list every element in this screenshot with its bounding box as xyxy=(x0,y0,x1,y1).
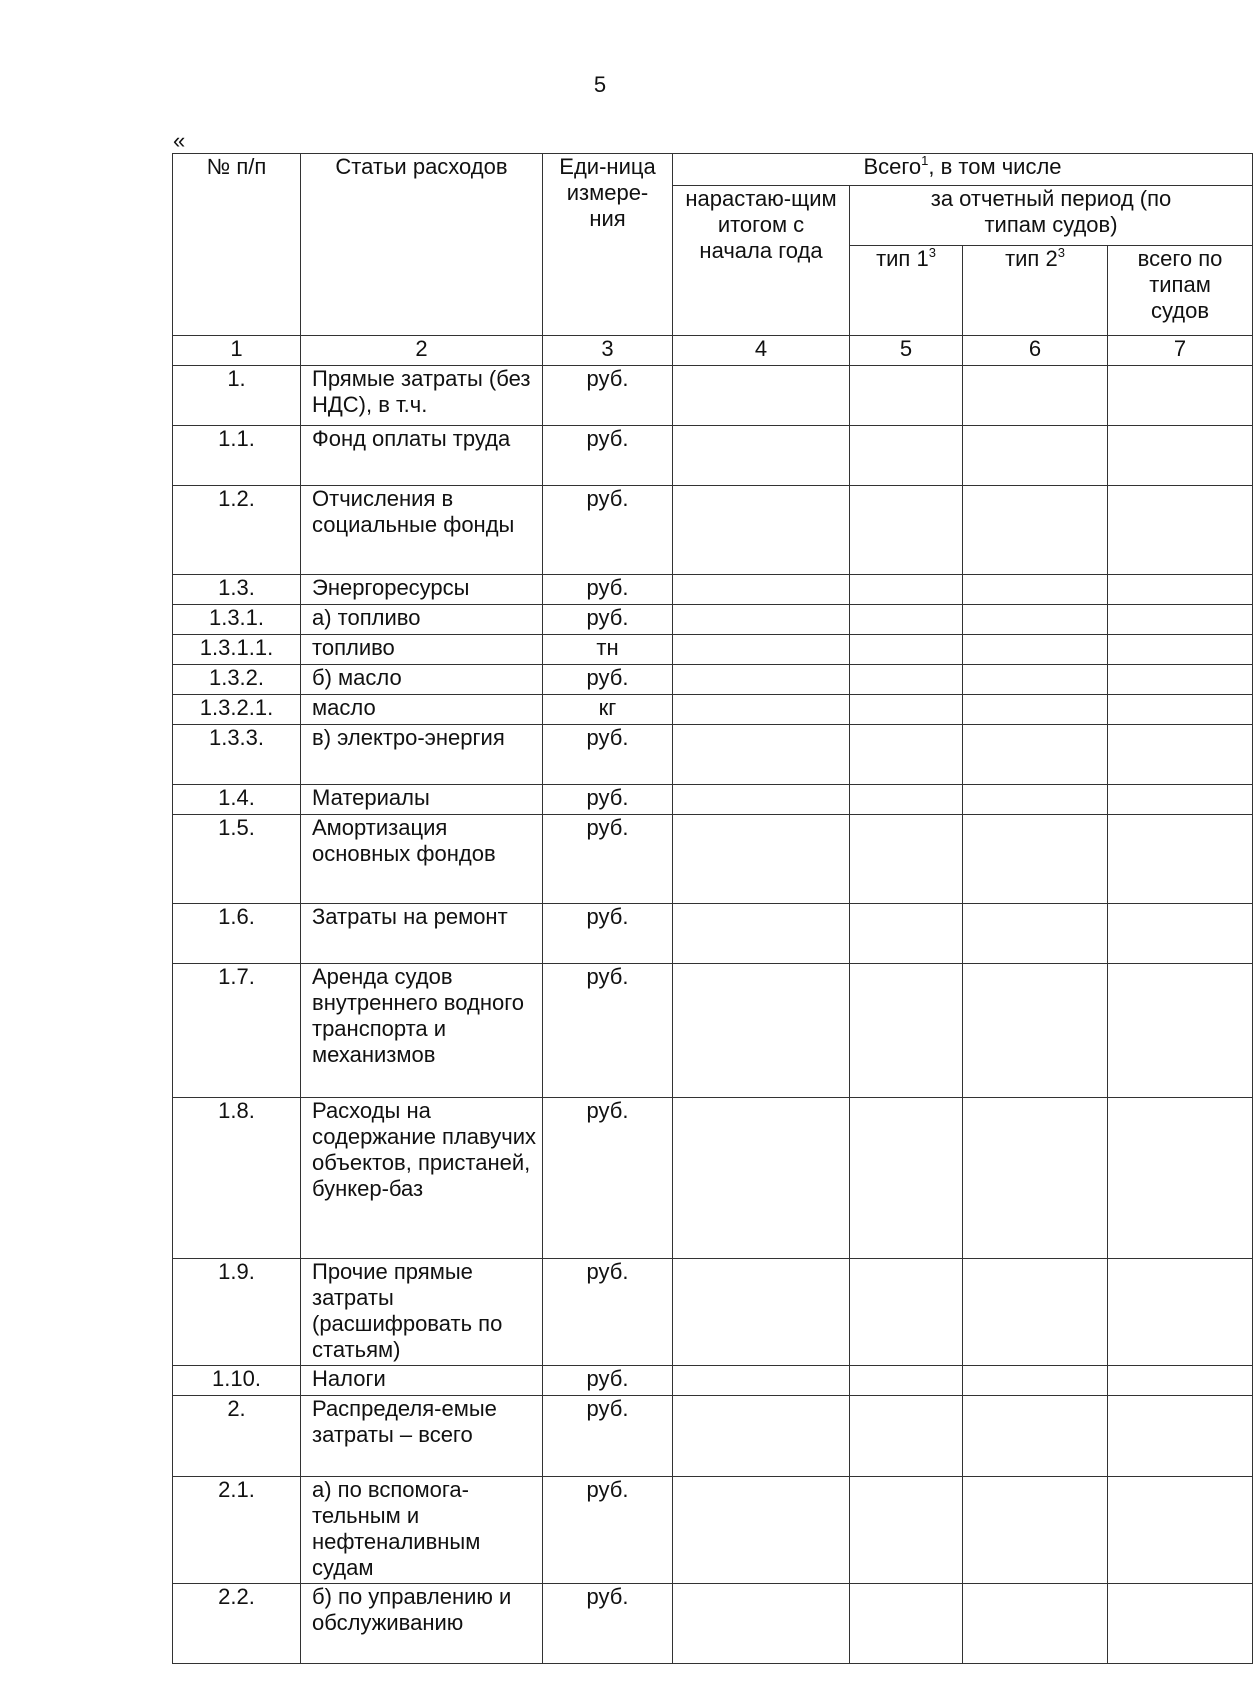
table-row xyxy=(173,1259,1253,1366)
row-item: Аренда судов внутреннего водного транспорта и механизмов xyxy=(301,964,543,1098)
row-num: 1.7. xyxy=(173,964,301,1098)
row-unit: тн xyxy=(543,635,673,665)
row-unit: руб. xyxy=(543,575,673,605)
row-num: 1. xyxy=(173,366,301,426)
cell-all-types[interactable] xyxy=(1108,904,1253,964)
cell-cumulative[interactable] xyxy=(673,1396,850,1477)
column-number: 6 xyxy=(963,336,1108,366)
row-unit: руб. xyxy=(543,904,673,964)
cell-type1[interactable] xyxy=(850,575,963,605)
table-row xyxy=(173,1584,1253,1664)
cell-type1[interactable] xyxy=(850,1477,963,1584)
cell-type2[interactable] xyxy=(963,815,1108,904)
header-period: за отчетный период (по типам судов) xyxy=(850,186,1253,246)
table-row xyxy=(173,366,1253,426)
cell-cumulative[interactable] xyxy=(673,785,850,815)
cell-cumulative[interactable] xyxy=(673,486,850,575)
cell-type1[interactable] xyxy=(850,366,963,426)
table-row xyxy=(173,575,1253,605)
expense-table xyxy=(172,153,1253,1664)
header-unit: Еди-ница измере-ния xyxy=(543,154,673,336)
column-number: 2 xyxy=(301,336,543,366)
cell-type1[interactable] xyxy=(850,1098,963,1259)
cell-all-types[interactable] xyxy=(1108,1584,1253,1664)
row-num: 1.3.1.1. xyxy=(173,635,301,665)
header-type2: тип $2^3$ xyxy=(963,246,1108,336)
table-row xyxy=(173,725,1253,785)
cell-type2[interactable] xyxy=(963,1396,1108,1477)
cell-type2[interactable] xyxy=(963,904,1108,964)
row-num: 2.1. xyxy=(173,1477,301,1584)
cell-type1[interactable] xyxy=(850,964,963,1098)
column-number: 5 xyxy=(850,336,963,366)
cell-type1[interactable] xyxy=(850,486,963,575)
row-num: 1.3. xyxy=(173,575,301,605)
row-num: 1.9. xyxy=(173,1259,301,1366)
cell-type2[interactable] xyxy=(963,486,1108,575)
cell-all-types[interactable] xyxy=(1108,785,1253,815)
row-unit: руб. xyxy=(543,1098,673,1259)
row-item: Прямые затраты (без НДС), в т.ч. xyxy=(301,366,543,426)
cell-type2[interactable] xyxy=(963,695,1108,725)
row-unit: руб. xyxy=(543,605,673,635)
row-unit: руб. xyxy=(543,486,673,575)
row-item: Прочие прямые затраты (расшифровать по статьям) xyxy=(301,1259,543,1366)
cell-all-types[interactable] xyxy=(1108,695,1253,725)
cell-all-types[interactable] xyxy=(1108,1259,1253,1366)
cell-all-types[interactable] xyxy=(1108,635,1253,665)
cell-type2[interactable] xyxy=(963,1098,1108,1259)
cell-type2[interactable] xyxy=(963,605,1108,635)
row-unit: руб. xyxy=(543,426,673,486)
table-row xyxy=(173,964,1253,1098)
row-item: Фонд оплаты труда xyxy=(301,426,543,486)
row-unit: руб. xyxy=(543,1366,673,1396)
table-row xyxy=(173,486,1253,575)
row-num: 1.2. xyxy=(173,486,301,575)
cell-cumulative[interactable] xyxy=(673,1477,850,1584)
table-row xyxy=(173,785,1253,815)
cell-type2[interactable] xyxy=(963,366,1108,426)
row-num: 1.3.2.1. xyxy=(173,695,301,725)
table-row xyxy=(173,1477,1253,1584)
cell-cumulative[interactable] xyxy=(673,665,850,695)
cell-all-types[interactable] xyxy=(1108,605,1253,635)
cell-cumulative[interactable] xyxy=(673,605,850,635)
row-unit: руб. xyxy=(543,1259,673,1366)
header-type1: тип $1^3$ xyxy=(850,246,963,336)
cell-cumulative[interactable] xyxy=(673,1259,850,1366)
row-unit: кг xyxy=(543,695,673,725)
row-unit: руб. xyxy=(543,366,673,426)
row-num: 1.1. xyxy=(173,426,301,486)
row-num: 1.4. xyxy=(173,785,301,815)
table-row xyxy=(173,1396,1253,1477)
row-item: б) по управлению и обслуживанию xyxy=(301,1584,543,1664)
row-num: 1.3.3. xyxy=(173,725,301,785)
cell-all-types[interactable] xyxy=(1108,1366,1253,1396)
row-item: Расходы на содержание плавучих объектов, пристаней, бункер-баз xyxy=(301,1098,543,1259)
row-unit: руб. xyxy=(543,1584,673,1664)
cell-type1[interactable] xyxy=(850,785,963,815)
cell-type2[interactable] xyxy=(963,1584,1108,1664)
table-row xyxy=(173,426,1253,486)
table-row xyxy=(173,665,1253,695)
cell-type1[interactable] xyxy=(850,1584,963,1664)
cell-cumulative[interactable] xyxy=(673,426,850,486)
cell-type1[interactable] xyxy=(850,1366,963,1396)
table-row xyxy=(173,1366,1253,1396)
row-item: Распределя-емые затраты – всего xyxy=(301,1396,543,1477)
cell-all-types[interactable] xyxy=(1108,964,1253,1098)
row-num: 1.3.1. xyxy=(173,605,301,635)
cell-type1[interactable] xyxy=(850,815,963,904)
cell-type2[interactable] xyxy=(963,665,1108,695)
cell-cumulative[interactable] xyxy=(673,904,850,964)
cell-type1[interactable] xyxy=(850,426,963,486)
cell-cumulative[interactable] xyxy=(673,725,850,785)
cell-cumulative[interactable] xyxy=(673,366,850,426)
column-number: 4 xyxy=(673,336,850,366)
cell-cumulative[interactable] xyxy=(673,964,850,1098)
cell-cumulative[interactable] xyxy=(673,1098,850,1259)
row-num: 2.2. xyxy=(173,1584,301,1664)
cell-all-types[interactable] xyxy=(1108,1477,1253,1584)
column-number: 1 xyxy=(173,336,301,366)
cell-all-types[interactable] xyxy=(1108,725,1253,785)
cell-all-types[interactable] xyxy=(1108,815,1253,904)
cell-type2[interactable] xyxy=(963,635,1108,665)
row-unit: руб. xyxy=(543,1477,673,1584)
cell-type1[interactable] xyxy=(850,904,963,964)
row-item: Энергоресурсы xyxy=(301,575,543,605)
cell-all-types[interactable] xyxy=(1108,1396,1253,1477)
cell-all-types[interactable] xyxy=(1108,426,1253,486)
cell-all-types[interactable] xyxy=(1108,575,1253,605)
cell-type2[interactable] xyxy=(963,1366,1108,1396)
table-row xyxy=(173,1098,1253,1259)
cell-type2[interactable] xyxy=(963,1477,1108,1584)
row-unit: руб. xyxy=(543,725,673,785)
row-num: 1.8. xyxy=(173,1098,301,1259)
cell-all-types[interactable] xyxy=(1108,366,1253,426)
cell-type2[interactable] xyxy=(963,1259,1108,1366)
opening-quote: « xyxy=(173,128,186,153)
row-num: 1.5. xyxy=(173,815,301,904)
row-num: 2. xyxy=(173,1396,301,1477)
cell-type2[interactable] xyxy=(963,964,1108,1098)
row-item: Отчисления в социальные фонды xyxy=(301,486,543,575)
row-item: б) масло xyxy=(301,665,543,695)
row-item: Затраты на ремонт xyxy=(301,904,543,964)
cell-type2[interactable] xyxy=(963,575,1108,605)
row-item: а) по вспомога-тельным и нефтеналивным судам xyxy=(301,1477,543,1584)
column-numbers-row xyxy=(173,336,1253,366)
table-row xyxy=(173,815,1253,904)
table-row xyxy=(173,695,1253,725)
row-num: 1.6. xyxy=(173,904,301,964)
table-row xyxy=(173,904,1253,964)
cell-type1[interactable] xyxy=(850,605,963,635)
cell-all-types[interactable] xyxy=(1108,1098,1253,1259)
table-row xyxy=(173,605,1253,635)
cell-type1[interactable] xyxy=(850,725,963,785)
row-unit: руб. xyxy=(543,815,673,904)
row-item: Материалы xyxy=(301,785,543,815)
row-unit: руб. xyxy=(543,665,673,695)
cell-type2[interactable] xyxy=(963,426,1108,486)
column-number: 3 xyxy=(543,336,673,366)
page-number: 5 xyxy=(593,72,607,97)
row-unit: руб. xyxy=(543,785,673,815)
row-num: 1.10. xyxy=(173,1366,301,1396)
cell-type1[interactable] xyxy=(850,665,963,695)
header-item: Статьи расходов xyxy=(301,154,543,336)
cell-cumulative[interactable] xyxy=(673,815,850,904)
row-item: а) топливо xyxy=(301,605,543,635)
cell-cumulative[interactable] xyxy=(673,635,850,665)
cell-cumulative[interactable] xyxy=(673,1584,850,1664)
row-unit: руб. xyxy=(543,1396,673,1477)
column-number: 7 xyxy=(1108,336,1253,366)
header-cumulative: нарастаю-щим итогом с начала года xyxy=(673,186,850,336)
row-num: 1.3.2. xyxy=(173,665,301,695)
cell-all-types[interactable] xyxy=(1108,486,1253,575)
header-total: Всего$^1$, в том числе xyxy=(673,154,1253,186)
cell-cumulative[interactable] xyxy=(673,695,850,725)
row-unit: руб. xyxy=(543,964,673,1098)
cell-type1[interactable] xyxy=(850,695,963,725)
row-item: топливо xyxy=(301,635,543,665)
header-num: № п/п xyxy=(173,154,301,336)
row-item: Налоги xyxy=(301,1366,543,1396)
header-all-types: всего по типам судов xyxy=(1108,246,1253,336)
row-item: в) электро-энергия xyxy=(301,725,543,785)
row-item: Амортизация основных фондов xyxy=(301,815,543,904)
table-row xyxy=(173,635,1253,665)
cell-type1[interactable] xyxy=(850,635,963,665)
cell-type1[interactable] xyxy=(850,1396,963,1477)
cell-type2[interactable] xyxy=(963,785,1108,815)
cell-cumulative[interactable] xyxy=(673,1366,850,1396)
cell-all-types[interactable] xyxy=(1108,665,1253,695)
row-item: масло xyxy=(301,695,543,725)
cell-cumulative[interactable] xyxy=(673,575,850,605)
cell-type1[interactable] xyxy=(850,1259,963,1366)
cell-type2[interactable] xyxy=(963,725,1108,785)
